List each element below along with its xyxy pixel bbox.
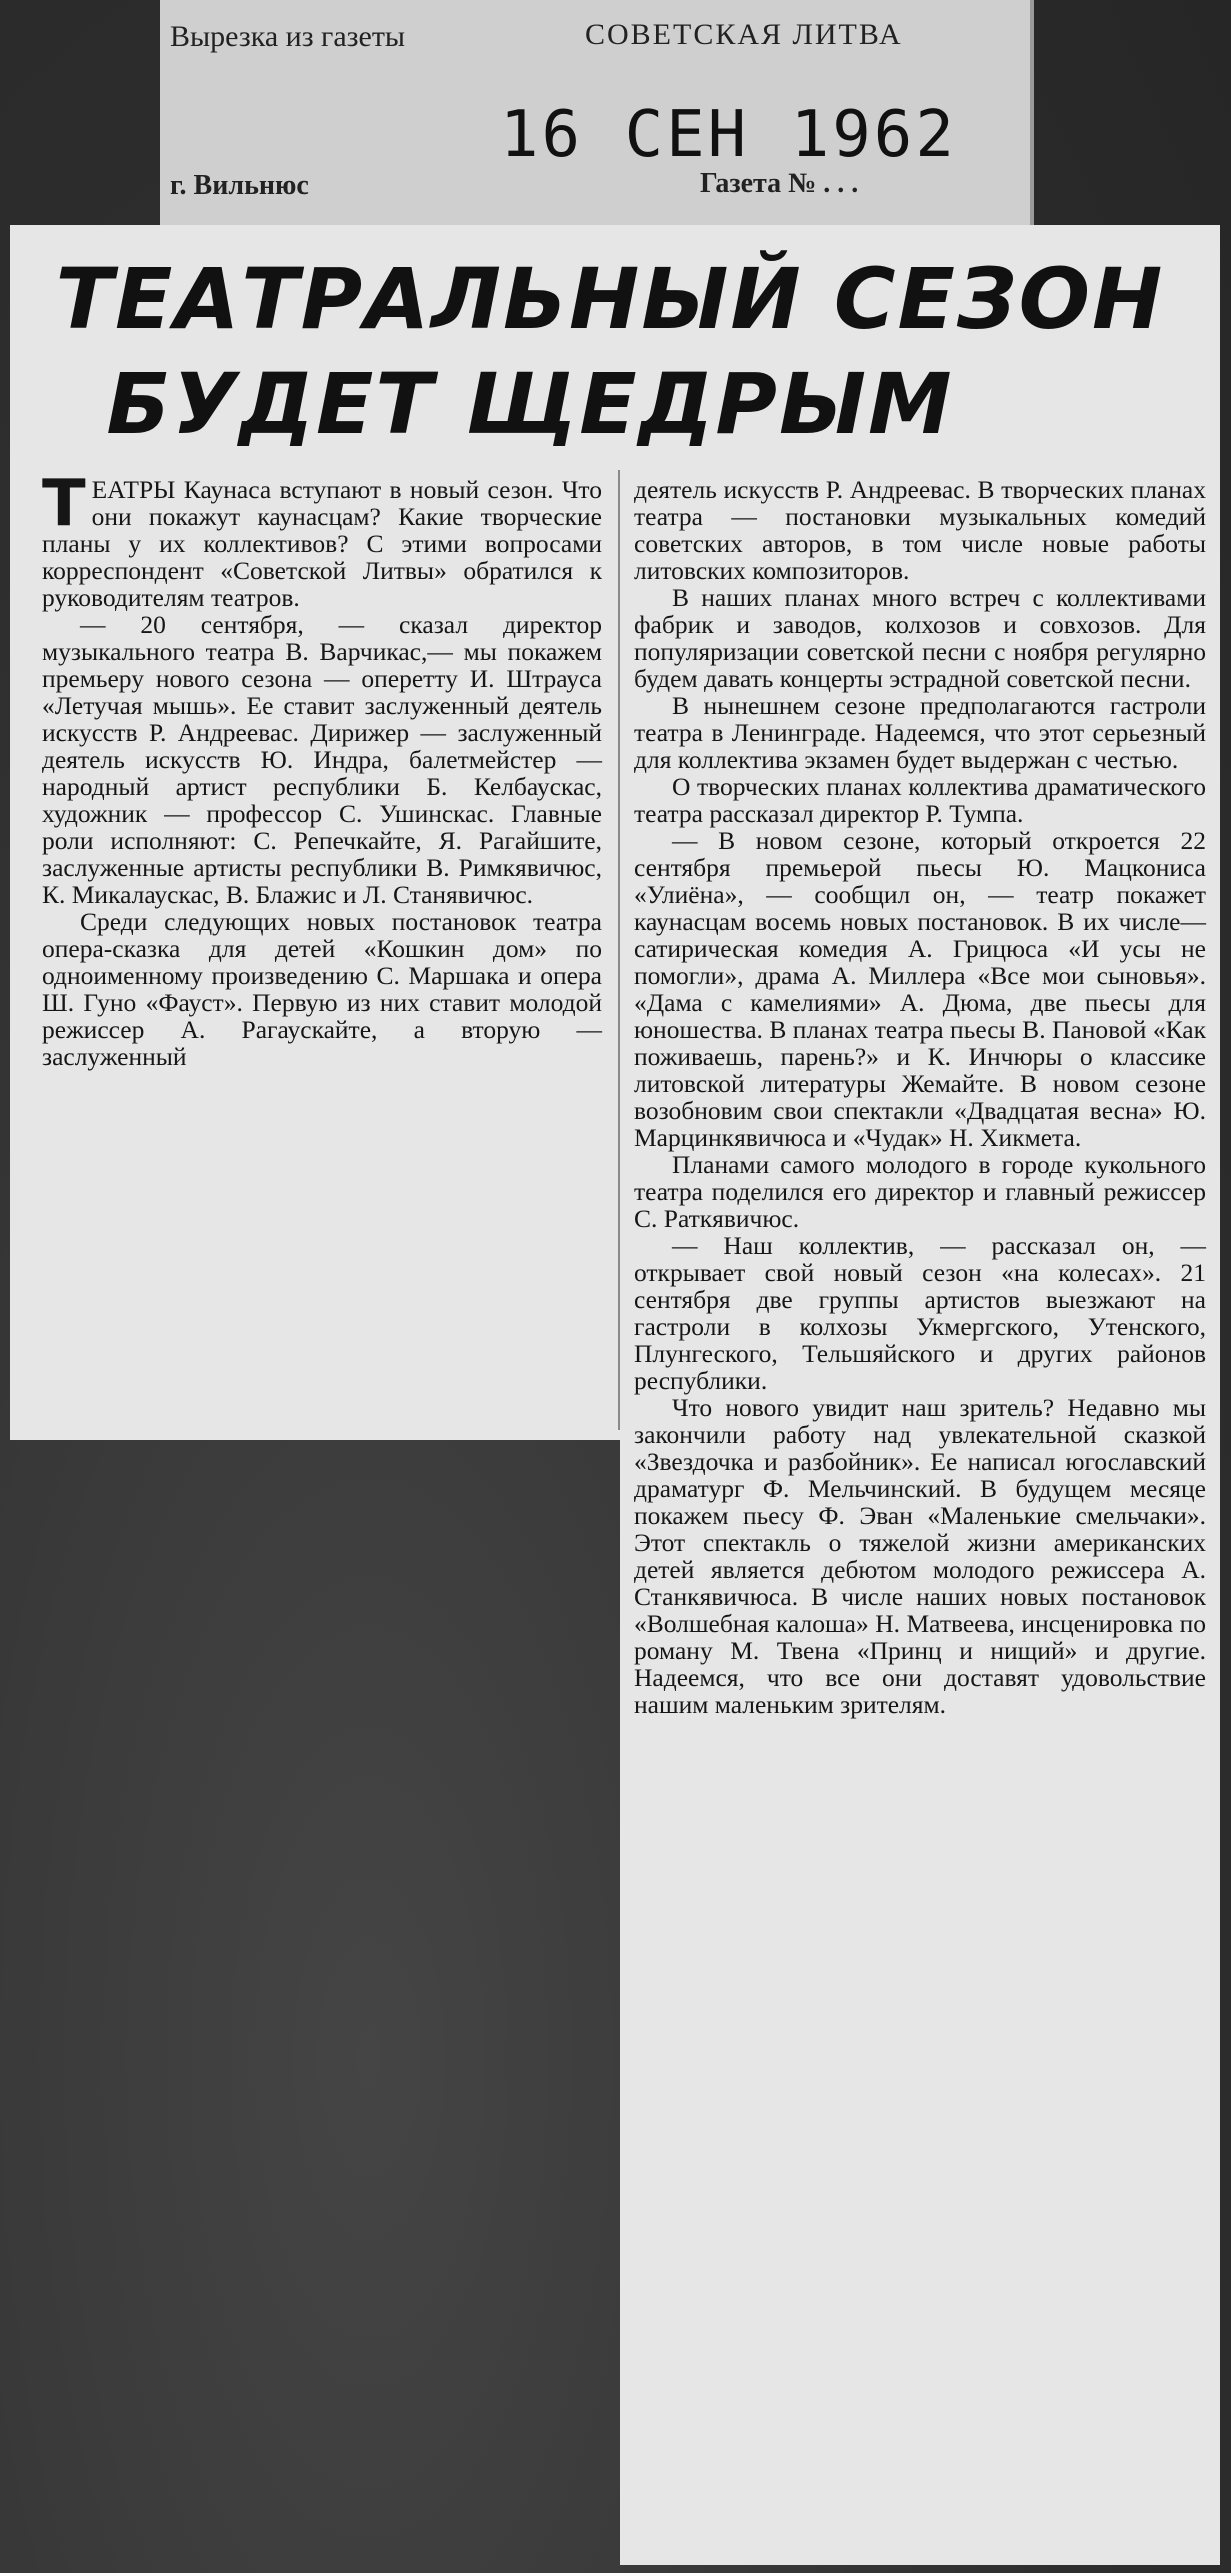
paragraph: О творческих планах коллектива драматического театра рассказал директор Р. Тумпа. — [634, 772, 1206, 828]
paragraph: Что нового увидит наш зритель? Недавно мы закончили работу над увлекательной сказкой «Звездочка и разбойник». Ее написал югославский драматург Ф. Мельчинский. В будущем месяце покажем пьесу Ф. Эван «Маленькие смельчаки». Этот спектакль о тяжелой жизни американских детей является дебютом молодого режиссера А. Станкявичюса. В числе наших новых постановок «Волшебная калоша» Н. Матвеева, инсценировка по роману М. Твена «Принц и нищий» и другие. Надеемся, что все они доставят удовольствие нашим маленьким зрителям. — [634, 1393, 1206, 1719]
paragraph: В наших планах много встреч с коллективами фабрик и заводов, колхозов и совхозов. Для популяризации советской песни с ноября регулярно будем давать концерты эстрадной советской песни. — [634, 583, 1206, 693]
issue-label: Газета № . . . — [700, 168, 859, 199]
newspaper-name: СОВЕТСКАЯ ЛИТВА — [585, 18, 903, 51]
paragraph: Планами самого молодого в городе кукольного театра поделился его директор и главный режиссер С. Раткявичюс. — [634, 1150, 1206, 1233]
article-left-column — [42, 467, 602, 1071]
drop-cap: Т — [42, 467, 86, 541]
paragraph: Среди следующих новых постановок театра опера-сказка для детей «Кошкин дом» по одноименному произведению С. Маршака и опера Ш. Гуно «Фауст». Первую из них ставит молодой режиссер А. Рагаускайте, а вторую — заслуженный — [42, 907, 602, 1071]
paragraph: — Наш коллектив, — рассказал он, — открывает свой новый сезон «на колесах». 21 сентября две группы артистов выезжают на гастроли в колхозы Укмергского, Утенского, Плунгеского, Тельшяйского и других районов республики. — [634, 1231, 1206, 1395]
headline-line-2: БУДЕТ ЩЕДРЫМ — [106, 355, 954, 453]
headline-line-1: ТЕАТРАЛЬНЫЙ СЕЗОН — [55, 250, 1165, 348]
city-label: г. Вильнюс — [170, 170, 309, 201]
column-divider — [618, 470, 620, 1430]
paragraph: ТЕАТРЫ Каунаса вступают в новый сезон. Что они покажут каунасцам? Какие творческие планы у их коллективов? С этими вопросами корреспондент «Советской Литвы» обратился к руководителям театров. — [42, 467, 602, 612]
article-right-column — [634, 476, 1206, 1718]
paragraph: деятель искусств Р. Андреевас. В творческих планах театра — постановки музыкальных комедий советских авторов, в том числе новые работы литовских композиторов. — [634, 475, 1206, 585]
paragraph: В нынешнем сезоне предполагаются гастроли театра в Ленинграде. Надеемся, что этот серьезный для коллектива экзамен будет выдержан с честью. — [634, 691, 1206, 774]
paragraph: — В новом сезоне, который откроется 22 сентября премьерой пьесы Ю. Мацкониса «Улиёна», — сообщил он, — театр покажет каунасцам восемь новых постановок. В их числе—сатирическая комедия А. Грицюса «И усы не помогли», драма А. Миллера «Все мои сыновья». «Дама с камелиями» А. Дюма, две пьесы для юношества. В планах театра пьесы В. Пановой «Как поживаешь, парень?» и К. Инчюры о классике литовской литературы Жемайте. В новом сезоне возобновим свои спектакли «Двадцатая весна» Ю. Марцинкявичюса и «Чудак» Н. Хикмета. — [634, 826, 1206, 1152]
clipping-label: Вырезка из газеты — [170, 20, 406, 53]
paragraph: — 20 сентября, — сказал директор музыкального театра В. Варчикас,— мы покажем премьеру нового сезона — оперетту И. Штрауса «Летучая мышь». Ее ставит заслуженный деятель искусств Р. Андреевас. Дирижер — заслуженный деятель искусств Ю. Индра, балетмейстер — народный артист республики Б. Келбаускас, художник — профессор С. Ушинскас. Главные роли исполняют: С. Репечкайте, Я. Рагайшите, заслуженные артисты республики В. Римкявичюс, К. Микалаускас, В. Блажис и Л. Станявичюс. — [42, 610, 602, 909]
clipping-stamp — [160, 0, 1034, 235]
stamp-date: 16 СЕН 1962 — [500, 98, 957, 172]
